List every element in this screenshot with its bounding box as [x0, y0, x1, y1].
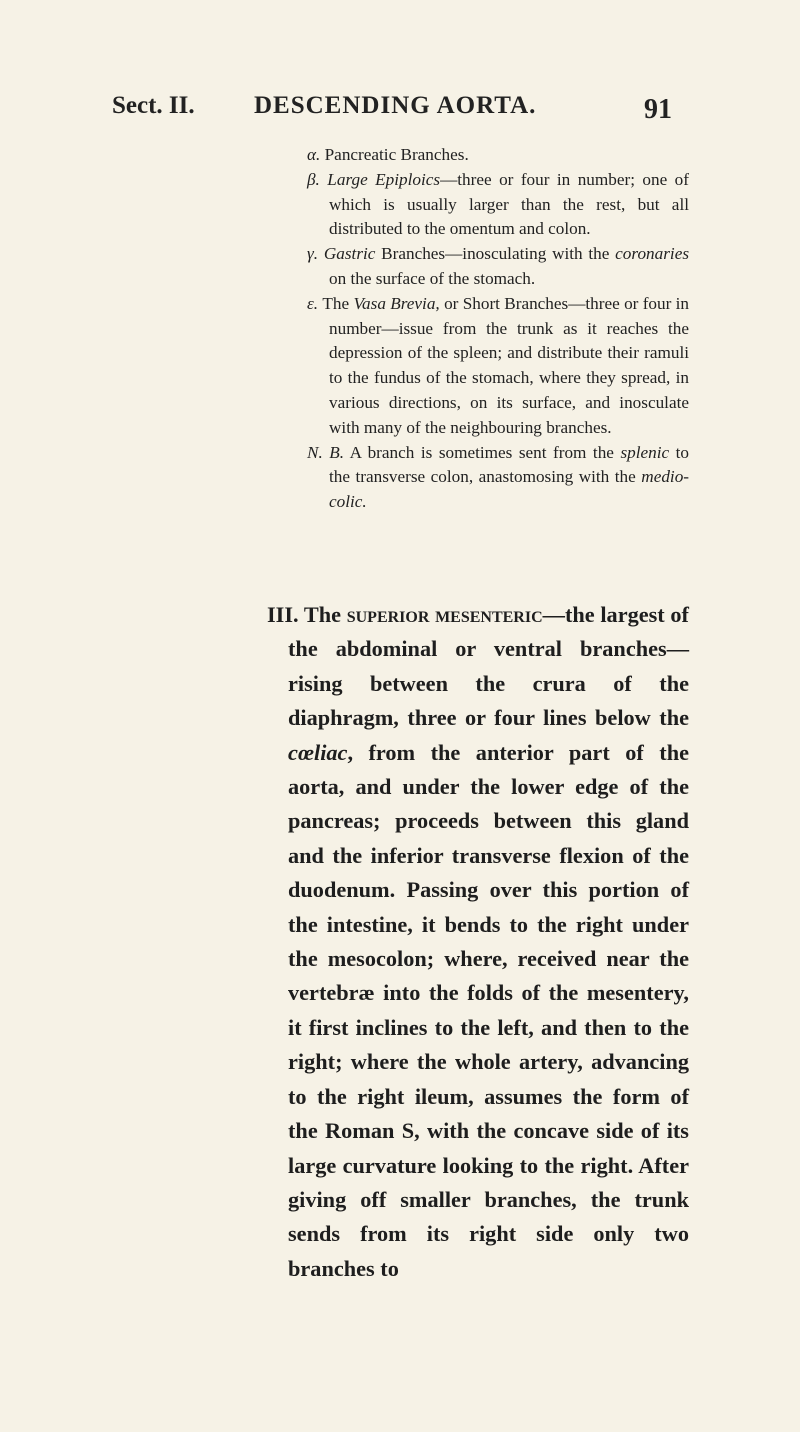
paragraph-gamma: [307, 242, 689, 292]
text-gamma-2: on the surface of the stomach.: [329, 268, 536, 288]
text-alpha: Pancreatic Branches.: [324, 145, 469, 164]
text-note-2: to the transverse colon, anastomosing with the: [329, 442, 689, 487]
paragraph-alpha: [307, 143, 689, 168]
text-epsilon-2: or Short Branches—three or four in number—issue from the trunk as it reaches the depression of the spleen; and distribute their ramuli to the fundus of the stomach, where they spread, in various directions, on its surface, and inosculate with many of the neighbouring branches.: [329, 293, 690, 437]
paragraph-beta: [307, 168, 689, 242]
text-gamma-1: Branches—inosculating with the: [381, 244, 610, 264]
running-header: [112, 92, 672, 136]
label-note: N. B.: [307, 442, 345, 462]
section-label: Sect. II.: [112, 92, 195, 119]
paragraph-epsilon: [307, 292, 689, 441]
name-gamma: Gastric: [323, 244, 376, 264]
main-text-1: —the largest of the abdominal or ventral branches—rising between the crura of the diaphragm, three or four lines below the: [288, 602, 689, 731]
label-epsilon: ε.: [307, 293, 319, 313]
paragraph-note: [307, 441, 689, 515]
name-beta: Large Epiploics: [327, 169, 441, 189]
main-text-2: , from the anterior part of the aorta, and under the lower edge of the pancreas; proceeds between this gland and the inferior transverse flexion of the duodenum. Passing over this portion of the intestine, it bends to the right under the mesocolon; where, received near the vertebræ into the folds of the mesentery, it first inclines to the left, and then to the right; where the whole artery, advancing to the right ileum, assumes the form of the Roman S, with the concave side of its large curvature looking to the right. After giving off smaller branches, the trunk sends from its right side only two branches to: [288, 739, 689, 1281]
label-gamma: γ.: [307, 244, 319, 264]
page-title: DESCENDING AORTA.: [254, 92, 537, 119]
coeliac-name: cœliac: [288, 739, 348, 765]
name-note: splenic: [620, 442, 670, 462]
branch-list: [307, 143, 689, 515]
main-text: [267, 598, 689, 1286]
text-beta: —three or four in number; one of which is usually larger than the rest, but all distributed to the omentum and colon.: [329, 169, 689, 239]
text-epsilon-1: The: [322, 293, 350, 313]
numeral: III. The: [267, 602, 342, 627]
page-number: 91: [644, 94, 672, 125]
name-gamma-2: coronaries: [615, 244, 690, 264]
text-note-1: A branch is sometimes sent from the: [349, 442, 614, 462]
name-epsilon: Vasa Brevia,: [353, 293, 440, 313]
name-note-2: medio-colic.: [329, 467, 690, 512]
paragraph-superior-mesenteric: [267, 598, 689, 1286]
label-alpha: α.: [307, 145, 321, 164]
artery-name: superior mesenteric: [346, 602, 543, 627]
label-beta: β.: [307, 169, 320, 189]
